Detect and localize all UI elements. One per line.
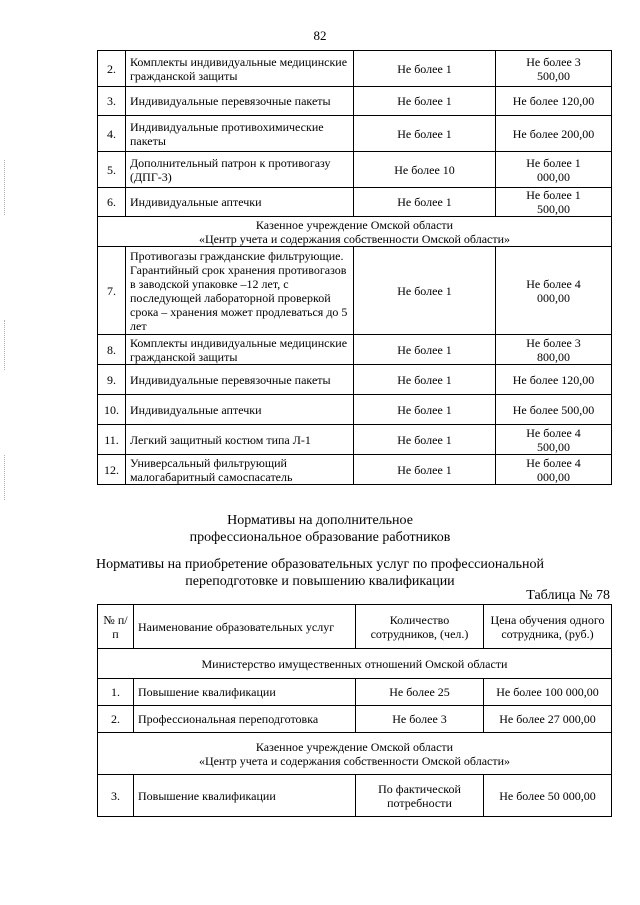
row-qty: Не более 1: [354, 395, 496, 425]
table-row: [98, 365, 612, 395]
section-line: «Центр учета и содержания собственности Омской области»: [198, 753, 511, 768]
section-heading-1: [0, 512, 640, 546]
table-row: [98, 706, 612, 733]
header-name: Наименование образовательных услуг: [134, 605, 356, 649]
row-qty: Не более 1: [354, 247, 496, 335]
row-qty: Не более 1: [354, 365, 496, 395]
header-qty: Количество сотрудников, (чел.): [356, 605, 484, 649]
table-row: [98, 116, 612, 152]
section-line: Казенное учреждение Омской области: [255, 217, 454, 232]
row-qty: Не более 10: [354, 152, 496, 188]
row-qty: Не более 1: [354, 335, 496, 365]
section-row: [98, 217, 612, 247]
equipment-norms-table: [97, 50, 612, 485]
row-num: 7.: [98, 247, 126, 335]
row-name: Легкий защитный костюм типа Л-1: [126, 425, 354, 455]
row-qty: Не более 25: [356, 679, 484, 706]
row-price: Не более 1 000,00: [496, 152, 612, 188]
heading-line: переподготовке и повышению квалификации: [185, 574, 455, 589]
row-name: Индивидуальные перевязочные пакеты: [126, 87, 354, 116]
table-row: [98, 51, 612, 87]
page-number: 82: [313, 28, 327, 43]
row-num: 9.: [98, 365, 126, 395]
heading-line: профессиональное образование работников: [189, 530, 451, 545]
row-name: Повышение квалификации: [134, 679, 356, 706]
row-num: 6.: [98, 188, 126, 217]
margin-dots: [4, 455, 8, 500]
row-num: 2.: [98, 706, 134, 733]
section-heading-2: [0, 556, 640, 590]
section-line: Казенное учреждение Омской области: [255, 739, 454, 754]
table-row: [98, 455, 612, 485]
section-title: [98, 733, 612, 775]
row-name: Комплекты индивидуальные медицинские гражданской защиты: [126, 51, 354, 87]
row-price: Не более 100 000,00: [484, 679, 612, 706]
row-qty: По фактической потребности: [356, 775, 484, 817]
row-price: Не более 1 500,00: [496, 188, 612, 217]
row-name: Индивидуальные аптечки: [126, 395, 354, 425]
row-num: 12.: [98, 455, 126, 485]
table-row: [98, 679, 612, 706]
section-title: [98, 217, 612, 247]
table-row: [98, 152, 612, 188]
table-row: [98, 87, 612, 116]
margin-dots: [4, 320, 8, 370]
table-row: [98, 395, 612, 425]
header-num: № п/п: [98, 605, 134, 649]
row-price: Не более 4 000,00: [496, 455, 612, 485]
section-row: [98, 733, 612, 775]
table-row: [98, 425, 612, 455]
row-price: Не более 500,00: [496, 395, 612, 425]
row-num: 3.: [98, 775, 134, 817]
row-price: Не более 120,00: [496, 87, 612, 116]
row-num: 5.: [98, 152, 126, 188]
row-price: Не более 4 500,00: [496, 425, 612, 455]
row-name: Комплекты индивидуальные медицинские гражданской защиты: [126, 335, 354, 365]
heading-line: Нормативы на дополнительное: [227, 513, 413, 528]
education-norms-table: [97, 604, 612, 817]
table-number: Таблица № 78: [526, 588, 610, 603]
row-name: Индивидуальные аптечки: [126, 188, 354, 217]
row-price: Не более 50 000,00: [484, 775, 612, 817]
header-price: Цена обучения одного сотрудника, (руб.): [484, 605, 612, 649]
row-num: 11.: [98, 425, 126, 455]
table-row: [98, 775, 612, 817]
row-num: 4.: [98, 116, 126, 152]
table-row: [98, 188, 612, 217]
section-line: «Центр учета и содержания собственности Омской области»: [198, 231, 511, 246]
row-qty: Не более 1: [354, 455, 496, 485]
section-row: [98, 649, 612, 679]
row-name: Повышение квалификации: [134, 775, 356, 817]
row-qty: Не более 1: [354, 51, 496, 87]
table-header-row: [98, 605, 612, 649]
row-qty: Не более 1: [354, 425, 496, 455]
row-qty: Не более 1: [354, 188, 496, 217]
row-price: Не более 3 500,00: [496, 51, 612, 87]
heading-line: Нормативы на приобретение образовательных услуг по профессиональной: [95, 557, 545, 572]
row-name: Индивидуальные противохимические пакеты: [126, 116, 354, 152]
margin-dots: [4, 160, 8, 215]
row-name: Противогазы гражданские фильтрующие. Гарантийный срок хранения противогазов в заводской упаковке –12 лет, с последующей лабораторной проверкой срока – хранения может продлеваться до 5 лет: [126, 247, 354, 335]
row-num: 10.: [98, 395, 126, 425]
row-price: Не более 200,00: [496, 116, 612, 152]
row-name: Универсальный фильтрующий малогабаритный самоспасатель: [126, 455, 354, 485]
row-price: Не более 3 800,00: [496, 335, 612, 365]
row-qty: Не более 1: [354, 87, 496, 116]
row-name: Дополнительный патрон к противогазу (ДПГ-3): [126, 152, 354, 188]
row-price: Не более 4 000,00: [496, 247, 612, 335]
table-row: [98, 335, 612, 365]
row-num: 3.: [98, 87, 126, 116]
row-num: 8.: [98, 335, 126, 365]
section-title: Министерство имущественных отношений Омской области: [98, 649, 612, 679]
row-name: Профессиональная переподготовка: [134, 706, 356, 733]
row-name: Индивидуальные перевязочные пакеты: [126, 365, 354, 395]
row-num: 1.: [98, 679, 134, 706]
row-price: Не более 27 000,00: [484, 706, 612, 733]
table-row: [98, 247, 612, 335]
row-qty: Не более 3: [356, 706, 484, 733]
row-num: 2.: [98, 51, 126, 87]
row-price: Не более 120,00: [496, 365, 612, 395]
row-qty: Не более 1: [354, 116, 496, 152]
